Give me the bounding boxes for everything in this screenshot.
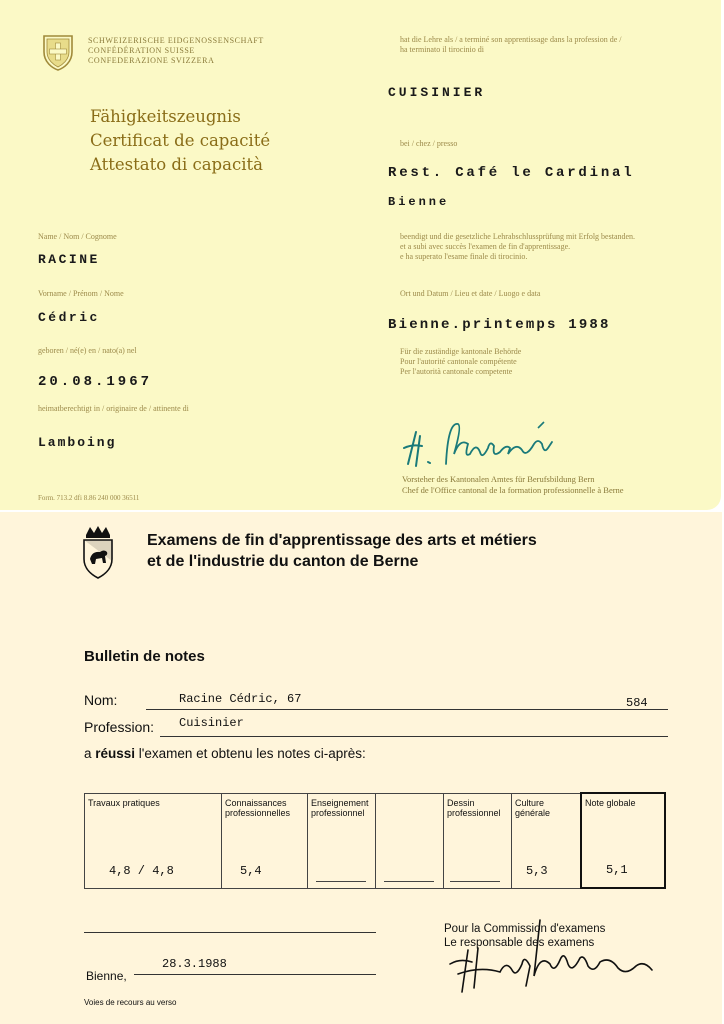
- result-passed: réussi: [95, 746, 136, 761]
- commission-line2: Le responsable des examens: [444, 937, 595, 949]
- confederation-it: CONFEDERAZIONE SVIZZERA: [88, 56, 215, 65]
- origin-value: Lamboing: [38, 435, 117, 450]
- date-underline: [134, 974, 376, 975]
- confederation-de: SCHWEIZERISCHE EIDGENOSSENSCHAFT: [88, 36, 264, 45]
- grade-cell-blank: [376, 793, 444, 888]
- grade-label: Note globale: [585, 798, 636, 808]
- bern-bear-shield-icon: [80, 525, 116, 581]
- signature-line: [84, 932, 376, 933]
- bulletin-header-line2: et de l'industrie du canton de Berne: [147, 553, 419, 570]
- profession-label: [400, 35, 621, 55]
- employer-label: bei / chez / presso: [400, 139, 458, 148]
- title-it: Attestato di capacità: [90, 155, 263, 174]
- passed-text-fr: et a subi avec succès l'examen de fin d'apprentissage.: [400, 242, 571, 251]
- grade-label: Dessin professionnel: [447, 797, 501, 818]
- bulletin-place: Bienne,: [86, 969, 127, 983]
- grade-cell-drawing: [444, 793, 512, 888]
- grade-value: 5,1: [606, 863, 628, 877]
- employer-city: Bienne: [388, 195, 450, 209]
- grade-cell-practical: [85, 793, 222, 888]
- grade-value: 4,8 / 4,8: [109, 863, 174, 878]
- origin-label: heimatberechtigt in / originaire de / attinente di: [38, 404, 189, 413]
- title-fr: Certificat de capacité: [90, 131, 271, 150]
- authority-de: Für die zuständige kantonale Behörde: [400, 347, 522, 356]
- grade-label: [376, 794, 443, 798]
- place-date-label: Ort und Datum / Lieu et date / Luogo e data: [400, 289, 541, 298]
- signatory: [402, 474, 624, 496]
- grade-value: 5,4: [240, 863, 262, 878]
- firstname-value: Cédric: [38, 310, 100, 325]
- signatory-de: Vorsteher des Kantonalen Amtes für Berufsbildung Bern: [402, 474, 595, 484]
- grade-label: Culture générale: [515, 797, 551, 818]
- bulletin-header-line1: Examens de fin d'apprentissage des arts et métiers: [147, 532, 537, 549]
- grade-value: 5,3: [526, 863, 548, 878]
- empty-grade-line: [384, 881, 434, 882]
- profession-label-fr: Profession:: [84, 719, 155, 735]
- director-signature: [398, 414, 568, 472]
- authority-it: Per l'autorità cantonale competente: [400, 367, 513, 376]
- bulletin-date: 28.3.1988: [162, 957, 227, 971]
- passed-text-de: beendigt und die gesetzliche Lehrabschlussprüfung mit Erfolg bestanden.: [400, 232, 636, 241]
- result-statement: [84, 746, 366, 761]
- capacity-certificate: [0, 0, 721, 510]
- signatory-fr: Chef de l'Office cantonal de la formation professionnelle à Berne: [402, 485, 624, 495]
- empty-grade-line: [316, 881, 366, 882]
- grades-table: [84, 792, 666, 889]
- born-value: 20.08.1967: [38, 374, 153, 390]
- employer-value: Rest. Café le Cardinal: [388, 165, 635, 181]
- recourse-note: Voies de recours au verso: [84, 998, 177, 1007]
- commission-line1: Pour la Commission d'examens: [444, 923, 606, 935]
- name-value: RACINE: [38, 252, 100, 267]
- confederation-fr: CONFÉDÉRATION SUISSE: [88, 46, 195, 55]
- confederation-header: [88, 36, 264, 66]
- examiner-signature: [440, 914, 670, 994]
- profession-value-fr: Cuisinier: [179, 716, 244, 730]
- firstname-label: Vorname / Prénom / Nome: [38, 289, 124, 298]
- swiss-cross-shield-icon: [42, 34, 74, 72]
- place-date-value: Bienne.printemps 1988: [388, 317, 611, 333]
- grade-cell-overall: [581, 793, 665, 888]
- form-number: Form. 713.2 dfi 8.86 240 000 36511: [38, 494, 140, 502]
- passed-text: [400, 232, 635, 262]
- result-suffix: l'examen et obtenu les notes ci-après:: [135, 746, 366, 761]
- grade-cell-general-culture: [512, 793, 582, 888]
- profession-value: CUISINIER: [388, 85, 486, 100]
- grade-label: Travaux pratiques: [88, 797, 160, 808]
- grade-cell-knowledge: [222, 793, 308, 888]
- profession-label-line2: ha terminato il tirocinio di: [400, 45, 484, 54]
- passed-text-it: e ha superato l'esame finale di tirocinio.: [400, 252, 528, 261]
- bulletin-header: [147, 530, 537, 572]
- grade-label: Enseignement professionnel: [311, 797, 369, 818]
- candidate-number: 584: [626, 696, 648, 710]
- profession-underline: [160, 736, 668, 737]
- authority-text: [400, 347, 521, 377]
- born-label: geboren / né(e) en / nato(a) nel: [38, 346, 137, 355]
- authority-fr: Pour l'autorité cantonale compétente: [400, 357, 517, 366]
- title-de: Fähigkeitszeugnis: [90, 107, 241, 126]
- name-label: Name / Nom / Cognome: [38, 232, 117, 241]
- nom-label: Nom:: [84, 692, 118, 708]
- result-prefix: a: [84, 746, 96, 761]
- grade-cell-teaching: [308, 793, 376, 888]
- nom-underline: [146, 709, 668, 710]
- empty-grade-line: [450, 881, 500, 882]
- profession-label-line1: hat die Lehre als / a terminé son apprentissage dans la profession de /: [400, 35, 622, 44]
- nom-value: Racine Cédric, 67: [179, 692, 302, 706]
- certificate-titles: [90, 105, 270, 177]
- grade-label: Connaissances professionnelles: [225, 797, 291, 818]
- bulletin-title: Bulletin de notes: [84, 648, 205, 665]
